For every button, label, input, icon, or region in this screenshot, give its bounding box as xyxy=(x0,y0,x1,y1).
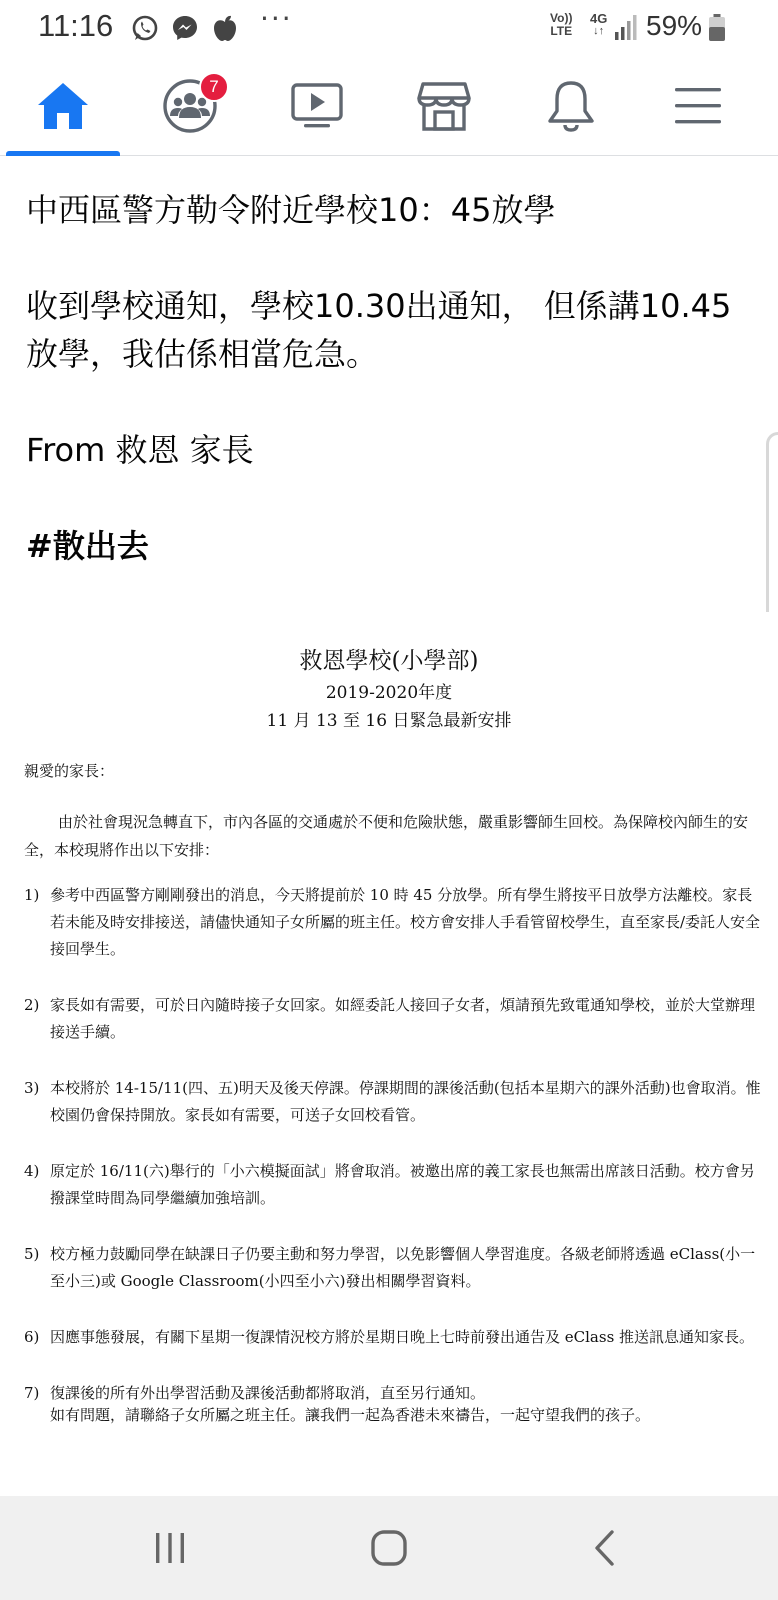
facebook-top-nav xyxy=(0,56,778,156)
notice-item xyxy=(24,1075,764,1129)
signal-strength-icon xyxy=(614,14,638,40)
notice-item-text: 家長如有需要，可於日內隨時接子女回家。如經委託人接回子女者，煩請預先致電通知學校，並於大堂辦理接送手續。 xyxy=(50,996,756,1041)
android-navigation-bar xyxy=(0,1496,778,1600)
notice-item-number: 1) xyxy=(24,886,40,904)
notice-item-text: 因應事態發展，有關下星期一復課情況校方將於星期日晚上七時前發出通告及 eClass 推送訊息通知家長。 xyxy=(50,1328,755,1346)
more-notifications-dots: ··· xyxy=(260,2,293,35)
notice-item xyxy=(24,1241,764,1295)
tab-watch[interactable] xyxy=(254,56,380,155)
notice-item xyxy=(24,882,764,963)
apple-app-icon xyxy=(210,13,240,43)
notice-item-number: 5) xyxy=(24,1245,40,1263)
notice-closing: 如有問題，請聯絡子女所屬之班主任。讓我們一起為香港未來禱告，一起守望我們的孩子。 xyxy=(50,1406,651,1424)
battery-icon xyxy=(708,14,726,42)
tab-menu[interactable] xyxy=(635,56,761,155)
notice-title: 救恩學校(小學部) xyxy=(299,648,479,674)
bell-icon xyxy=(546,79,596,133)
notice-item-number: 6) xyxy=(24,1328,40,1346)
notice-intro: 由於社會現況急轉直下，市內各區的交通處於不便和危險狀態，嚴重影響師生回校。為保障校內師生的安全，本校現將作出以下安排： xyxy=(24,813,749,859)
notice-item-text: 參考中西區警方剛剛發出的消息，今天將提前於 10 時 45 分放學。所有學生將按平日放學方法離校。家長若未能及時安排接送，請儘快通知子女所屬的班主任。校方會安排人手看管留校學生，直至家長/委託人安全接回學生。 xyxy=(50,886,761,958)
notice-item-text: 原定於 16/11(六)舉行的「小六模擬面試」將會取消。被邀出席的義工家長也無需出席該日活動。校方會另撥課堂時間為同學繼續加強培訓。 xyxy=(50,1162,755,1207)
home-button-icon[interactable] xyxy=(370,1529,408,1567)
battery-percentage: 59% xyxy=(646,10,703,41)
volte-indicator: Vo)) LTE xyxy=(550,11,573,38)
post-paragraph: 收到學校通知，學校10.30出通知， 但係講10.45放學，我估係相當危急。 xyxy=(26,287,732,373)
network-type-indicator: 4G ↓↑ xyxy=(590,11,608,37)
whatsapp-icon xyxy=(130,13,160,43)
hamburger-icon xyxy=(673,85,723,127)
notice-subtitle: 11 月 13 至 16 日緊急最新安排 xyxy=(266,711,512,731)
notice-greeting: 親愛的家長： xyxy=(24,762,115,780)
notice-item-text: 本校將於 14-15/11(四、五)明天及後天停課。停課期間的課後活動(包括本星期六的課外活動)也會取消。惟校園仍會保持開放。家長如有需要，可送子女回校看管。 xyxy=(50,1079,761,1124)
tab-groups[interactable] xyxy=(127,56,253,155)
post-body xyxy=(26,186,746,618)
notice-item-number: 2) xyxy=(24,996,40,1014)
tab-notifications[interactable] xyxy=(508,56,634,155)
post-headline: 中西區警方勒令附近學校10：45放學 xyxy=(26,191,556,229)
notice-item xyxy=(24,1380,764,1407)
status-bar xyxy=(0,0,778,56)
groups-notification-badge: 7 xyxy=(199,72,229,102)
notice-item-text: 校方極力鼓勵同學在缺課日子仍要主動和努力學習，以免影響個人學習進度。各級老師將透過 eClass(小一至小三)或 Google Classroom(小四至小六)發出相關學習資料。 xyxy=(50,1245,756,1290)
school-notice-image[interactable] xyxy=(0,612,778,1492)
recent-apps-icon[interactable] xyxy=(153,1531,187,1565)
notice-item xyxy=(24,1158,764,1212)
back-icon[interactable] xyxy=(593,1529,617,1567)
notice-item-number: 4) xyxy=(24,1162,40,1180)
notice-item-text: 復課後的所有外出學習活動及課後活動都將取消，直至另行通知。 xyxy=(50,1384,486,1402)
tab-marketplace[interactable] xyxy=(381,56,507,155)
messenger-icon xyxy=(170,13,200,43)
notice-item xyxy=(24,1324,764,1351)
post-source: From 救恩 家長 xyxy=(26,431,254,469)
home-icon xyxy=(36,81,90,131)
notice-item-number: 3) xyxy=(24,1079,40,1097)
post-hashtag[interactable]: #散出去 xyxy=(26,527,149,565)
notice-list xyxy=(24,882,764,1436)
status-time: 11:16 xyxy=(38,8,114,43)
shop-icon xyxy=(417,80,471,132)
tab-home[interactable] xyxy=(0,56,126,155)
notice-year: 2019-2020年度 xyxy=(325,683,453,703)
video-icon xyxy=(290,82,344,130)
notice-item xyxy=(24,992,764,1046)
notice-item-number: 7) xyxy=(24,1384,40,1402)
